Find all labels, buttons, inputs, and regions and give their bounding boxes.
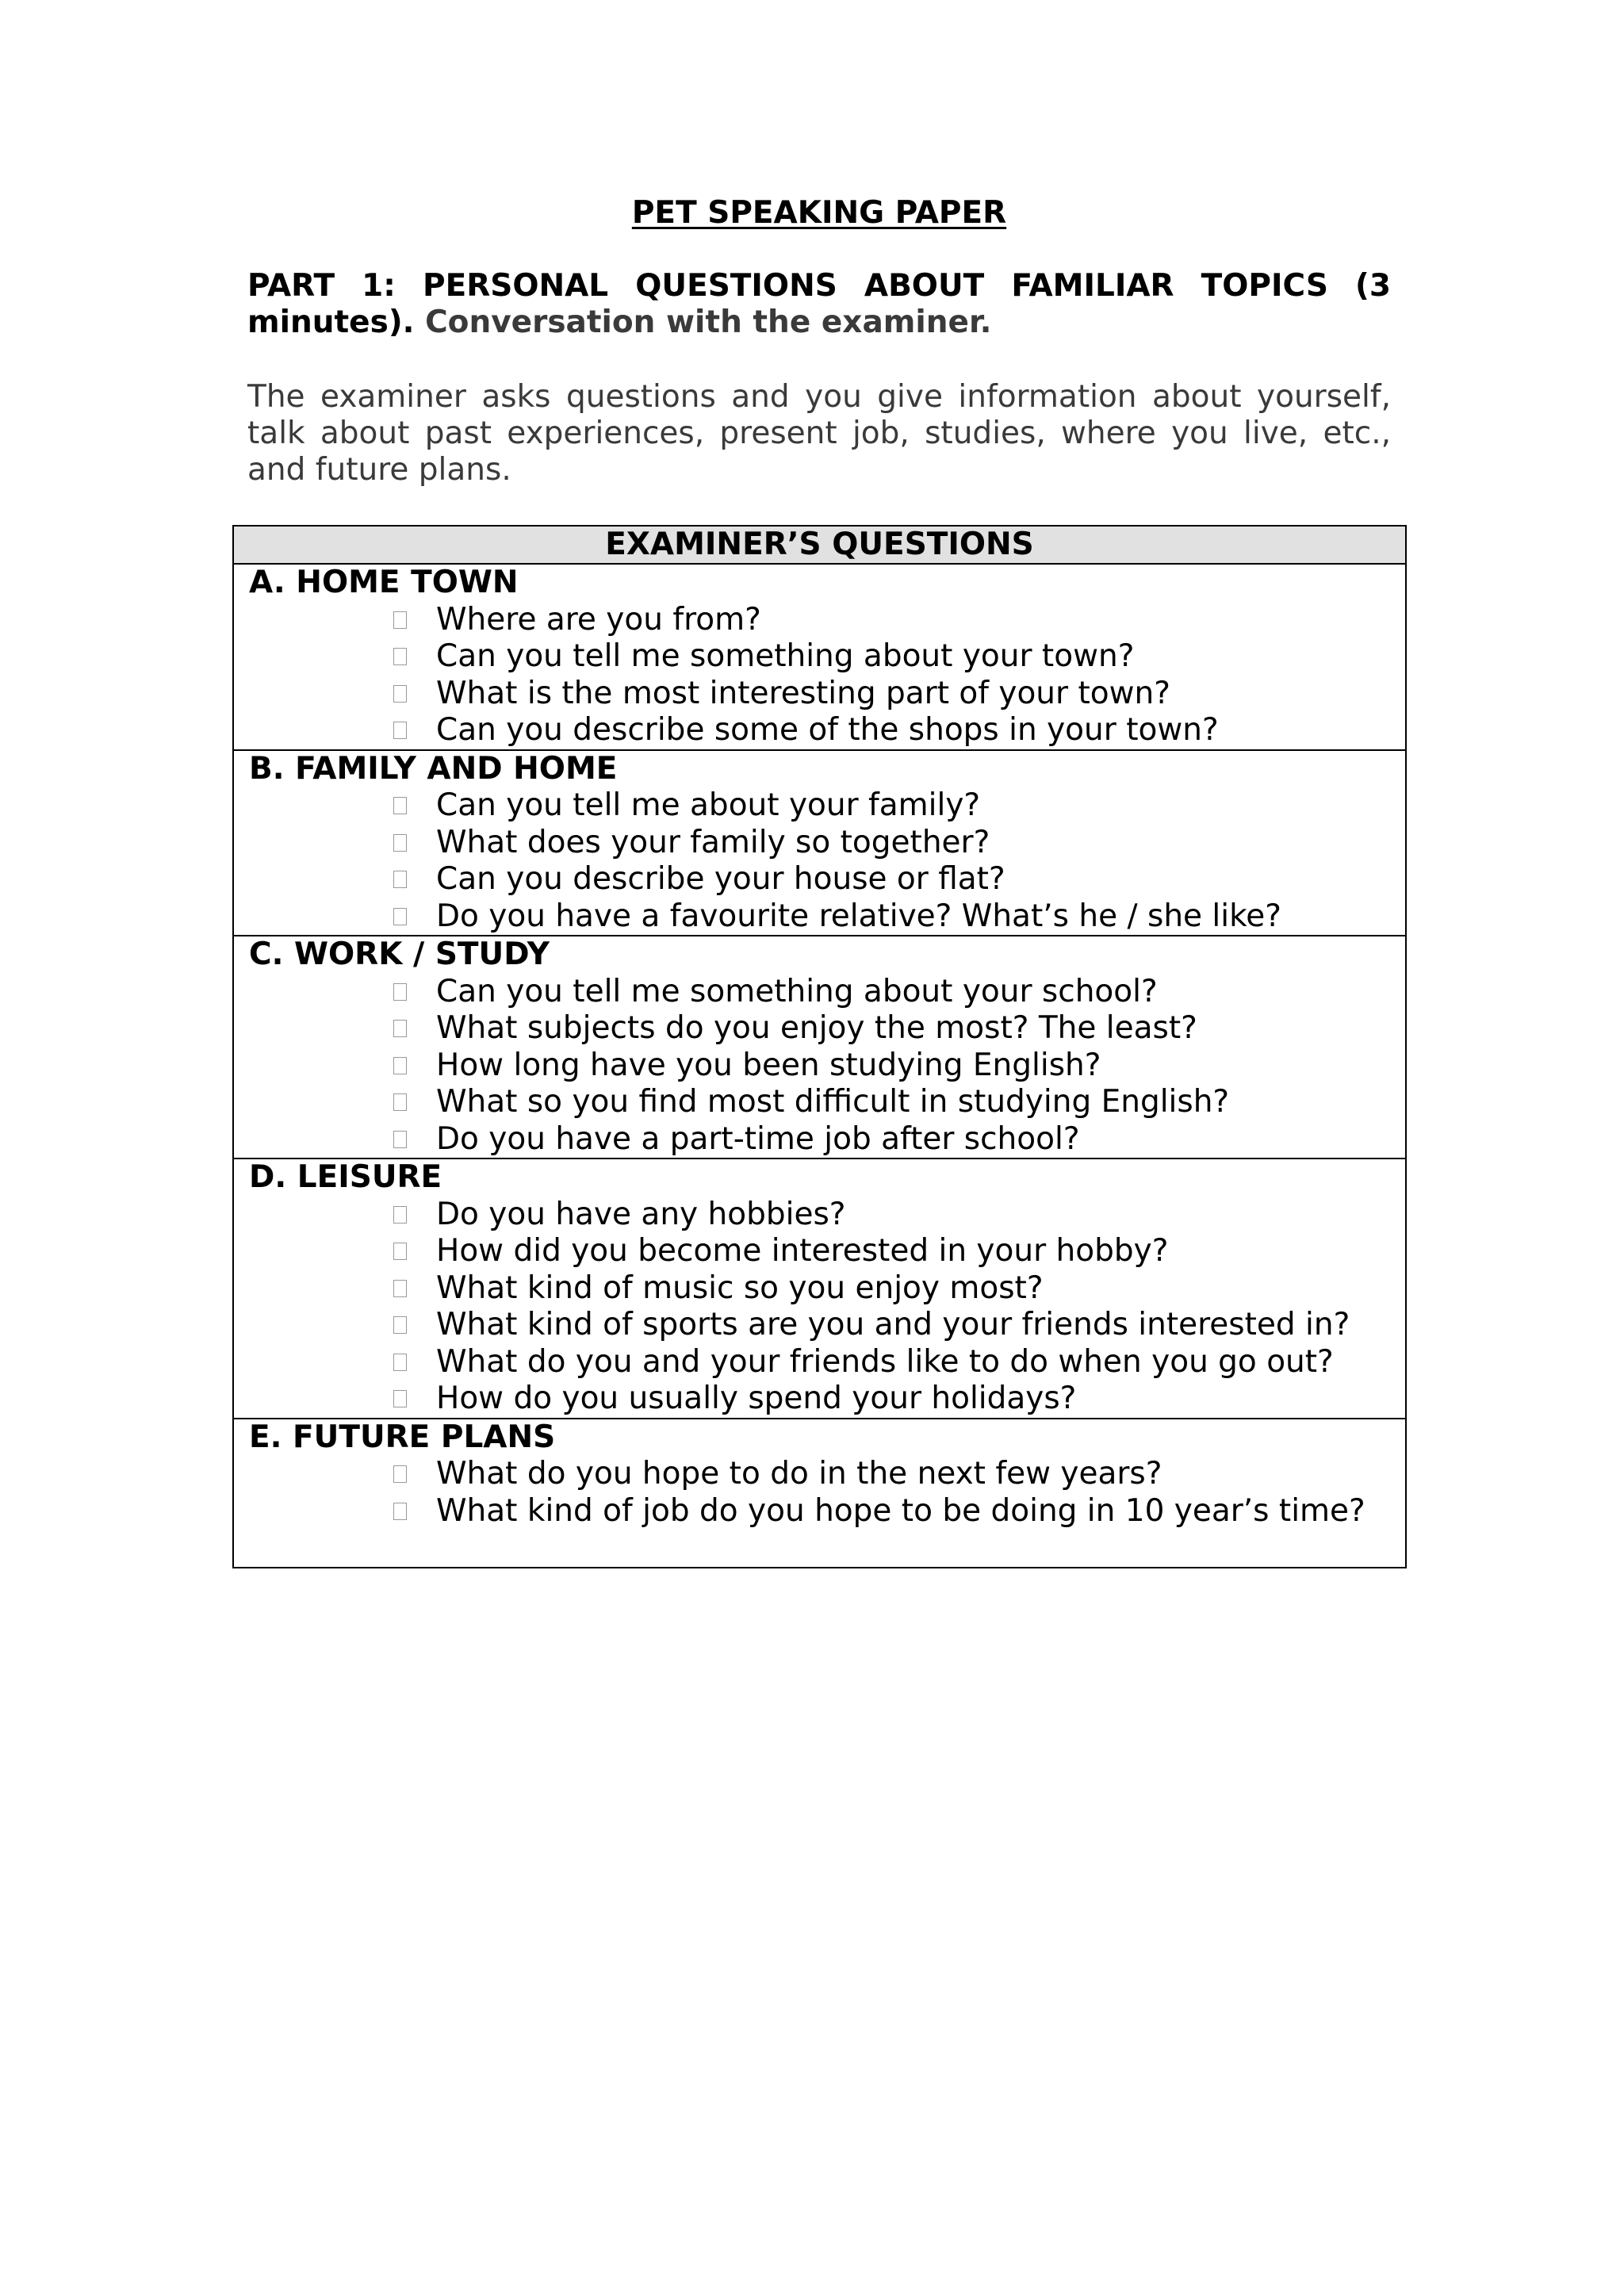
checkbox-square-icon bbox=[393, 1243, 407, 1260]
question-item bbox=[249, 1307, 1405, 1344]
question-text: Do you have a favourite relative? What’s he / she like? bbox=[436, 898, 1281, 934]
section-family-and-home bbox=[234, 751, 1405, 937]
question-item bbox=[249, 602, 1405, 639]
checkbox-square-icon bbox=[393, 1131, 407, 1148]
question-text: How did you become interested in your hobby? bbox=[436, 1233, 1169, 1269]
section-title: D. LEISURE bbox=[249, 1159, 442, 1195]
question-item bbox=[249, 974, 1405, 1011]
question-item bbox=[249, 1047, 1405, 1085]
question-text: Can you tell me about your family? bbox=[436, 787, 981, 823]
question-item bbox=[249, 712, 1405, 749]
checkbox-square-icon bbox=[393, 797, 407, 814]
section-title: A. HOME TOWN bbox=[249, 565, 519, 600]
question-text: What subjects do you enjoy the most? The least? bbox=[436, 1010, 1197, 1046]
question-item bbox=[249, 1121, 1405, 1158]
question-list bbox=[249, 787, 1405, 935]
question-text: How long have you been studying English? bbox=[436, 1047, 1101, 1083]
question-item bbox=[249, 1381, 1405, 1418]
question-item bbox=[249, 1010, 1405, 1047]
checkbox-square-icon bbox=[393, 1057, 407, 1074]
checkbox-square-icon bbox=[393, 1020, 407, 1037]
question-text: Do you have a part-time job after school? bbox=[436, 1120, 1080, 1157]
question-item bbox=[249, 825, 1405, 862]
question-text: What do you hope to do in the next few years? bbox=[436, 1456, 1162, 1492]
question-text: What do you and your friends like to do when you go out? bbox=[436, 1343, 1334, 1380]
question-list bbox=[249, 974, 1405, 1158]
question-item bbox=[249, 898, 1405, 936]
checkbox-square-icon bbox=[393, 722, 407, 739]
question-text: What kind of job do you hope to be doing in 10 year’s time? bbox=[436, 1492, 1365, 1529]
section-future-plans bbox=[234, 1419, 1405, 1567]
question-list bbox=[249, 1197, 1405, 1418]
intro-paragraph: The examiner asks questions and you give information about yourself, talk about past experiences, present job, studies, where you live, etc., and future plans. bbox=[247, 379, 1391, 488]
question-text: What so you find most difficult in studying English? bbox=[436, 1084, 1230, 1120]
question-text: Can you tell me something about your school? bbox=[436, 973, 1158, 1009]
checkbox-square-icon bbox=[393, 1354, 407, 1371]
question-item bbox=[249, 1456, 1405, 1493]
question-text: What kind of sports are you and your friends interested in? bbox=[436, 1307, 1350, 1342]
question-list bbox=[249, 602, 1405, 749]
question-text: What kind of music so you enjoy most? bbox=[436, 1270, 1044, 1306]
question-item bbox=[249, 1270, 1405, 1308]
checkbox-square-icon bbox=[393, 685, 407, 703]
question-item bbox=[249, 1197, 1405, 1234]
question-item bbox=[249, 1493, 1405, 1530]
question-text: Can you tell me something about your town? bbox=[436, 638, 1135, 674]
question-text: Where are you from? bbox=[436, 601, 761, 638]
section-work-study bbox=[234, 936, 1405, 1159]
section-title: B. FAMILY AND HOME bbox=[249, 750, 618, 787]
question-item bbox=[249, 1344, 1405, 1381]
table-header: EXAMINER’S QUESTIONS bbox=[234, 527, 1405, 565]
question-text: Can you describe some of the shops in your town? bbox=[436, 712, 1219, 748]
question-item bbox=[249, 676, 1405, 713]
checkbox-square-icon bbox=[393, 1503, 407, 1520]
document-title: PET SPEAKING PAPER bbox=[631, 195, 1007, 231]
checkbox-square-icon bbox=[393, 1280, 407, 1297]
part-subheading: Conversation with the examiner. bbox=[425, 304, 992, 340]
section-title: C. WORK / STUDY bbox=[249, 936, 550, 972]
section-leisure bbox=[234, 1159, 1405, 1419]
question-item bbox=[249, 638, 1405, 676]
checkbox-square-icon bbox=[393, 1206, 407, 1224]
question-item bbox=[249, 787, 1405, 825]
question-item bbox=[249, 1233, 1405, 1270]
question-text: What does your family so together? bbox=[436, 824, 990, 860]
question-list bbox=[249, 1456, 1405, 1530]
checkbox-square-icon bbox=[393, 648, 407, 665]
question-text: Do you have any hobbies? bbox=[436, 1196, 846, 1232]
question-item bbox=[249, 861, 1405, 898]
checkbox-square-icon bbox=[393, 1390, 407, 1407]
checkbox-square-icon bbox=[393, 1465, 407, 1483]
question-text: What is the most interesting part of your town? bbox=[436, 675, 1170, 711]
section-home-town bbox=[234, 565, 1405, 751]
checkbox-square-icon bbox=[393, 983, 407, 1001]
checkbox-square-icon bbox=[393, 834, 407, 852]
checkbox-square-icon bbox=[393, 1316, 407, 1334]
questions-table bbox=[232, 525, 1407, 1568]
section-title: E. FUTURE PLANS bbox=[249, 1419, 556, 1455]
part-heading bbox=[247, 268, 1391, 341]
checkbox-square-icon bbox=[393, 871, 407, 888]
question-item bbox=[249, 1084, 1405, 1121]
question-text: How do you usually spend your holidays? bbox=[436, 1381, 1077, 1416]
question-text: Can you describe your house or flat? bbox=[436, 861, 1005, 897]
part-heading-main: PART 1: PERSONAL QUESTIONS ABOUT FAMILIAR TOPICS (3 minutes). bbox=[247, 268, 1391, 340]
checkbox-square-icon bbox=[393, 611, 407, 629]
checkbox-square-icon bbox=[393, 908, 407, 925]
checkbox-square-icon bbox=[393, 1093, 407, 1111]
